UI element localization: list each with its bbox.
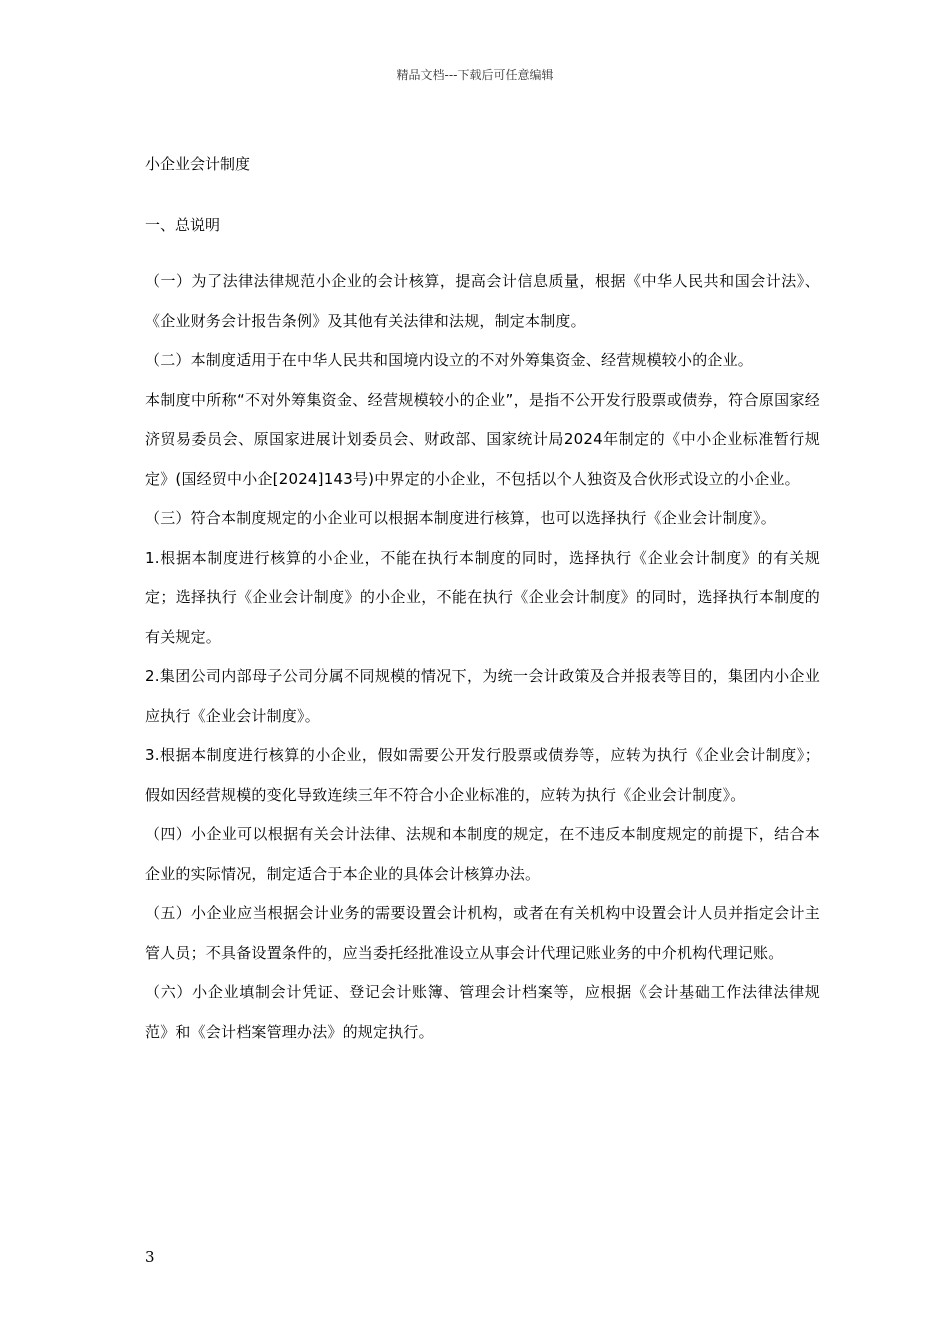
paragraph-10: （六）小企业填制会计凭证、登记会计账簿、管理会计档案等，应根据《会计基础工作法律法律规范》和《会计档案管理办法》的规定执行。 <box>145 983 820 1041</box>
paragraph-1: （一）为了法律法律规范小企业的会计核算，提高会计信息质量，根据《中华人民共和国会计法》、《企业财务会计报告条例》及其他有关法律和法规，制定本制度。 <box>145 272 820 330</box>
section-heading: 一、总说明 <box>145 216 221 234</box>
page-header: 精品文档---下载后可任意编辑 <box>396 68 554 82</box>
page-number: 3 <box>145 1248 155 1266</box>
paragraph-2: （二）本制度适用于在中华人民共和国境内设立的不对外筹集资金、经营规模较小的企业。 <box>145 351 754 369</box>
document-title: 小企业会计制度 <box>145 155 251 173</box>
paragraph-5: 1.根据本制度进行核算的小企业，不能在执行本制度的同时，选择执行《企业会计制度》的有关规定；选择执行《企业会计制度》的小企业，不能在执行《企业会计制度》的同时，选择执行本制度的有关规定。 <box>145 548 820 646</box>
paragraph-6: 2.集团公司内部母子公司分属不同规模的情况下，为统一会计政策及合并报表等目的，集团内小企业应执行《企业会计制度》。 <box>145 667 820 725</box>
document-body <box>145 262 820 1052</box>
paragraph-7: 3.根据本制度进行核算的小企业，假如需要公开发行股票或债券等，应转为执行《企业会计制度》；假如因经营规模的变化导致连续三年不符合小企业标准的，应转为执行《企业会计制度》。 <box>145 746 820 804</box>
paragraph-4: （三）符合本制度规定的小企业可以根据本制度进行核算，也可以选择执行《企业会计制度》。 <box>145 509 776 527</box>
paragraph-3: 本制度中所称“不对外筹集资金、经营规模较小的企业”，是指不公开发行股票或债券，符合原国家经济贸易委员会、原国家进展计划委员会、财政部、国家统计局2024年制定的《中小企业标准暂行规定》(国经贸中小企[2024]143号)中界定的小企业，不包括以个人独资及合伙形式设立的小企业。 <box>145 390 820 488</box>
paragraph-9: （五）小企业应当根据会计业务的需要设置会计机构，或者在有关机构中设置会计人员并指定会计主管人员；不具备设置条件的，应当委托经批准设立从事会计代理记账业务的中介机构代理记账。 <box>145 904 820 962</box>
paragraph-8: （四）小企业可以根据有关会计法律、法规和本制度的规定，在不违反本制度规定的前提下，结合本企业的实际情况，制定适合于本企业的具体会计核算办法。 <box>145 825 820 883</box>
